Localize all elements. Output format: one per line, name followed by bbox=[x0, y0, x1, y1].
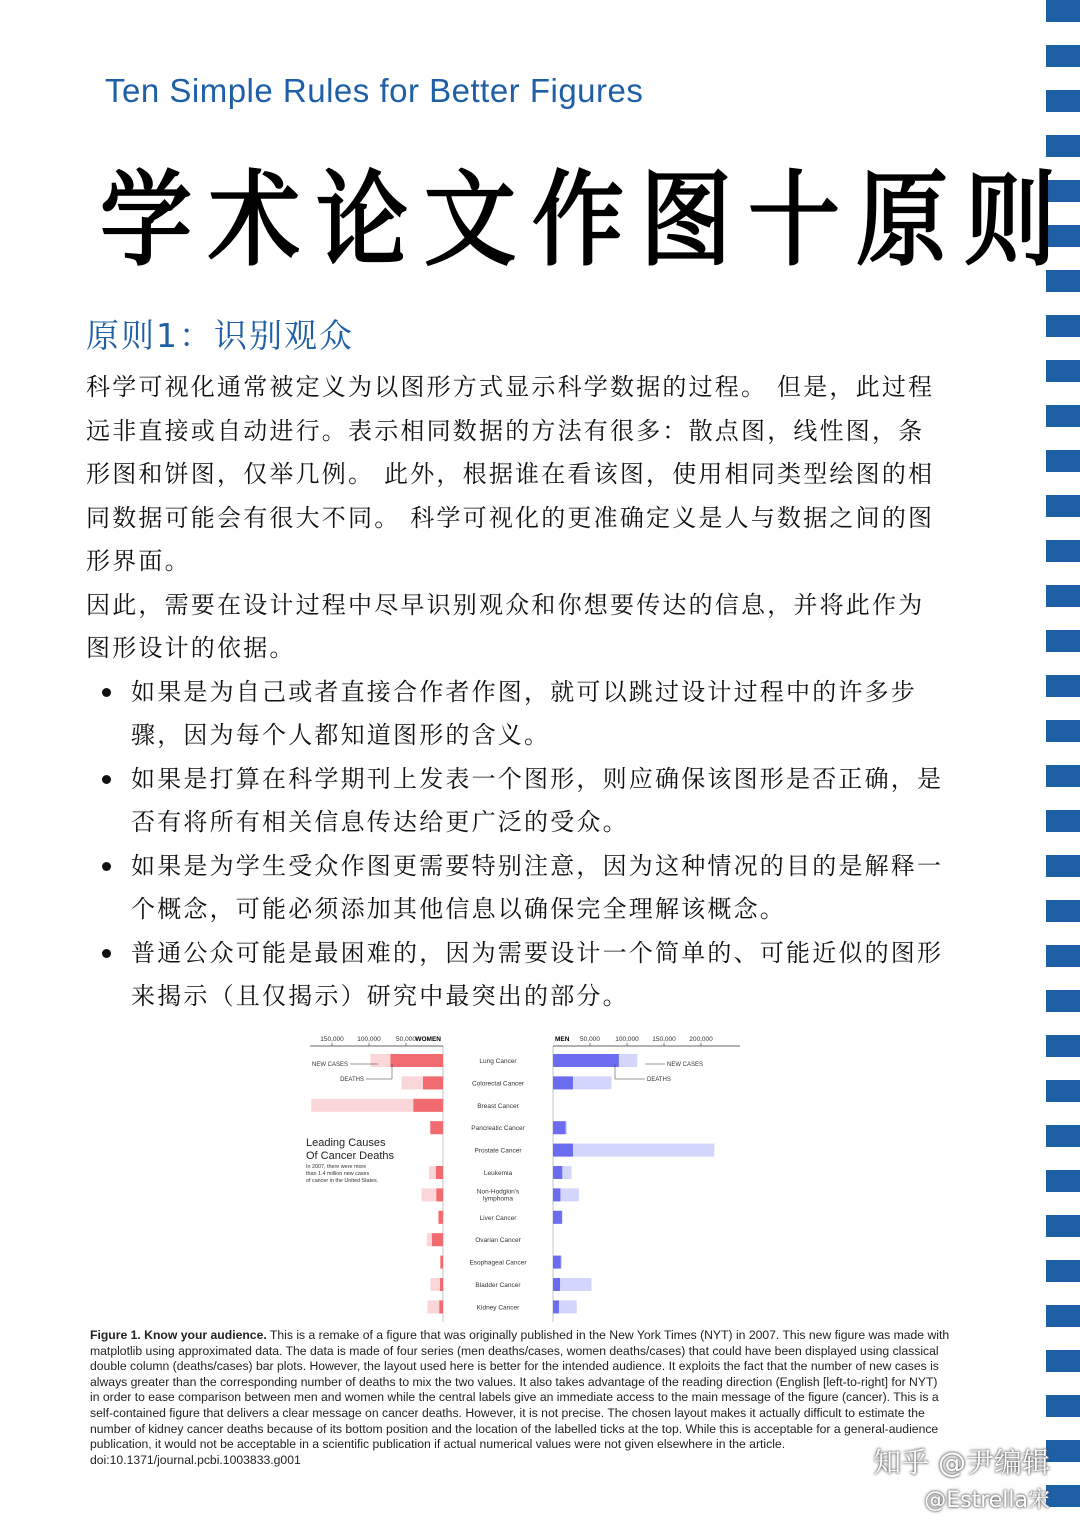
rule-body bbox=[86, 366, 946, 1019]
chart-subtitle-line-2: than 1.4 million new cases bbox=[306, 1171, 370, 1177]
men-axis-label: MEN bbox=[555, 1036, 570, 1043]
category-label: Colorectal Cancer bbox=[471, 1080, 525, 1088]
watermark-line-2: @Estrella宋 bbox=[924, 1488, 1050, 1513]
bullet-dot-icon bbox=[102, 775, 111, 784]
women-deaths-bar bbox=[423, 1076, 443, 1089]
bullet-item bbox=[86, 671, 946, 758]
new-cases-annotation-left: NEW CASES bbox=[311, 1062, 348, 1068]
men-tick-label: 200,000 bbox=[689, 1036, 713, 1043]
category-label: Non-Hodgkin's bbox=[476, 1188, 520, 1196]
paragraph-1: 科学可视化通常被定义为以图形方式显示科学数据的过程。 但是，此过程远非直接或自动进行。表示相同数据的方法有很多：散点图，线性图，条形图和饼图，仅举几例。 此外，根据谁在看该图，使用相同类型绘图的相同数据可能会有很大不同。 科学可视化的更准确定义是人与数据之间的图形界面。 bbox=[86, 373, 935, 575]
women-tick-label: 50,000 bbox=[396, 1036, 416, 1043]
cancer-deaths-chart bbox=[300, 1030, 750, 1325]
men-deaths-bar bbox=[553, 1256, 561, 1269]
chart-title-line-2: Of Cancer Deaths bbox=[306, 1150, 395, 1162]
women-deaths-bar bbox=[439, 1300, 443, 1313]
chart-title-line-1: Leading Causes bbox=[306, 1137, 386, 1149]
bullet-item bbox=[86, 845, 946, 932]
women-axis-label: WOMEN bbox=[415, 1036, 441, 1043]
category-label: Kidney Cancer bbox=[476, 1304, 520, 1312]
category-label: Pancreatic Cancer bbox=[471, 1125, 525, 1133]
men-deaths-bar bbox=[553, 1121, 566, 1134]
deaths-annotation-right: DEATHS bbox=[647, 1077, 671, 1083]
chart-subtitle-line-1: In 2007, there were more bbox=[306, 1164, 367, 1170]
category-label: Leukemia bbox=[483, 1170, 513, 1177]
men-deaths-bar bbox=[553, 1144, 573, 1157]
women-tick-label: 100,000 bbox=[357, 1036, 381, 1043]
category-label: Ovarian Cancer bbox=[475, 1237, 521, 1245]
men-cases-bar bbox=[553, 1144, 714, 1157]
english-subtitle: Ten Simple Rules for Better Figures bbox=[105, 72, 644, 109]
men-deaths-bar bbox=[553, 1054, 619, 1067]
deaths-annotation-left: DEATHS bbox=[340, 1077, 364, 1083]
category-label: lymphoma bbox=[483, 1195, 513, 1203]
bullet-text: 如果是打算在科学期刊上发表一个图形，则应确保该图形是否正确，是否有将所有相关信息传达给更广泛的受众。 bbox=[131, 764, 944, 836]
caption-doi: doi:10.1371/journal.pcbi.1003833.g001 bbox=[90, 1452, 301, 1467]
men-deaths-bar bbox=[553, 1166, 562, 1179]
category-label: Lung Cancer bbox=[479, 1058, 517, 1065]
men-deaths-bar bbox=[553, 1278, 560, 1291]
paragraph-2: 因此，需要在设计过程中尽早识别观众和你想要传达的信息，并将此作为图形设计的依据。 bbox=[86, 590, 925, 662]
women-deaths-bar bbox=[413, 1099, 443, 1112]
caption-text: This is a remake of a figure that was originally published in the New York Times (NYT) in 2007. This new figure was made with matplotlib using approximated data. The data is made of four series (men deaths/cases, women deaths/cases) that could have been displayed using classical double column (deaths/cases) bar plots. However, the layout used here is better for the intended audience. It exploits the fact that the number of new cases is always greater than the corresponding number of deaths to mix the two values. It also takes advantage of the reading direction (English [left-to-right] for NYT) in order to ease comparison between men and women while the central labels give an immediate access to the main message of the figure (cancer). This is a self-contained figure that delivers a clear message on cancer deaths. However, it is not precise. The chosen layout makes it actually difficult to estimate the number of kidney cancer deaths because of its bottom position and the location of the labelled ticks at the top. While this is acceptable for a general-audience publication, it would not be acceptable in a scientific publication if actual numerical values were not given elsewhere in the article. bbox=[90, 1328, 950, 1452]
rule-heading: 原则1：识别观众 bbox=[86, 316, 354, 355]
women-deaths-bar bbox=[440, 1256, 443, 1269]
watermark-line-1: 知乎 @尹编辑 bbox=[873, 1446, 1050, 1479]
women-tick-label: 150,000 bbox=[320, 1036, 344, 1043]
women-deaths-bar bbox=[439, 1211, 443, 1224]
category-label: Prostate Cancer bbox=[474, 1147, 522, 1155]
men-tick-label: 150,000 bbox=[652, 1036, 676, 1043]
bullet-list bbox=[86, 671, 946, 1019]
men-deaths-bar bbox=[553, 1188, 560, 1201]
category-label: Breast Cancer bbox=[477, 1102, 519, 1110]
women-deaths-bar bbox=[436, 1188, 443, 1201]
chart-subtitle-line-3: of cancer in the United States. bbox=[306, 1178, 379, 1184]
bullet-dot-icon bbox=[102, 949, 111, 958]
bullet-text: 普通公众可能是最困难的，因为需要设计一个简单的、可能近似的图形来揭示（且仅揭示）研究中最突出的部分。 bbox=[131, 938, 944, 1010]
bullet-text: 如果是为学生受众作图更需要特别注意，因为这种情况的目的是解释一个概念，可能必须添加其他信息以确保完全理解该概念。 bbox=[131, 851, 944, 923]
figure-caption bbox=[90, 1328, 950, 1468]
men-tick-label: 50,000 bbox=[580, 1036, 600, 1043]
bullet-dot-icon bbox=[102, 688, 111, 697]
category-label: Bladder Cancer bbox=[475, 1282, 521, 1289]
women-deaths-bar bbox=[436, 1166, 443, 1179]
women-deaths-bar bbox=[430, 1121, 443, 1134]
bullet-dot-icon bbox=[102, 862, 111, 871]
bullet-item bbox=[86, 758, 946, 845]
women-deaths-bar bbox=[390, 1054, 443, 1067]
chart-svg bbox=[300, 1030, 750, 1325]
caption-lead: Figure 1. Know your audience. bbox=[90, 1328, 267, 1342]
women-deaths-bar bbox=[432, 1233, 443, 1246]
men-deaths-bar bbox=[553, 1211, 562, 1224]
bullet-item bbox=[86, 932, 946, 1019]
category-label: Esophageal Cancer bbox=[469, 1259, 527, 1267]
women-deaths-bar bbox=[440, 1278, 443, 1291]
men-deaths-bar bbox=[553, 1300, 559, 1313]
men-tick-label: 100,000 bbox=[615, 1036, 639, 1043]
bullet-text: 如果是为自己或者直接合作者作图，就可以跳过设计过程中的许多步骤，因为每个人都知道图形的含义。 bbox=[131, 677, 917, 749]
men-deaths-bar bbox=[553, 1076, 573, 1089]
new-cases-annotation-right: NEW CASES bbox=[667, 1062, 704, 1068]
page-title: 学术论文作图十原则 bbox=[100, 160, 1073, 281]
watermark bbox=[850, 1444, 1050, 1520]
category-label: Liver Cancer bbox=[479, 1214, 517, 1222]
